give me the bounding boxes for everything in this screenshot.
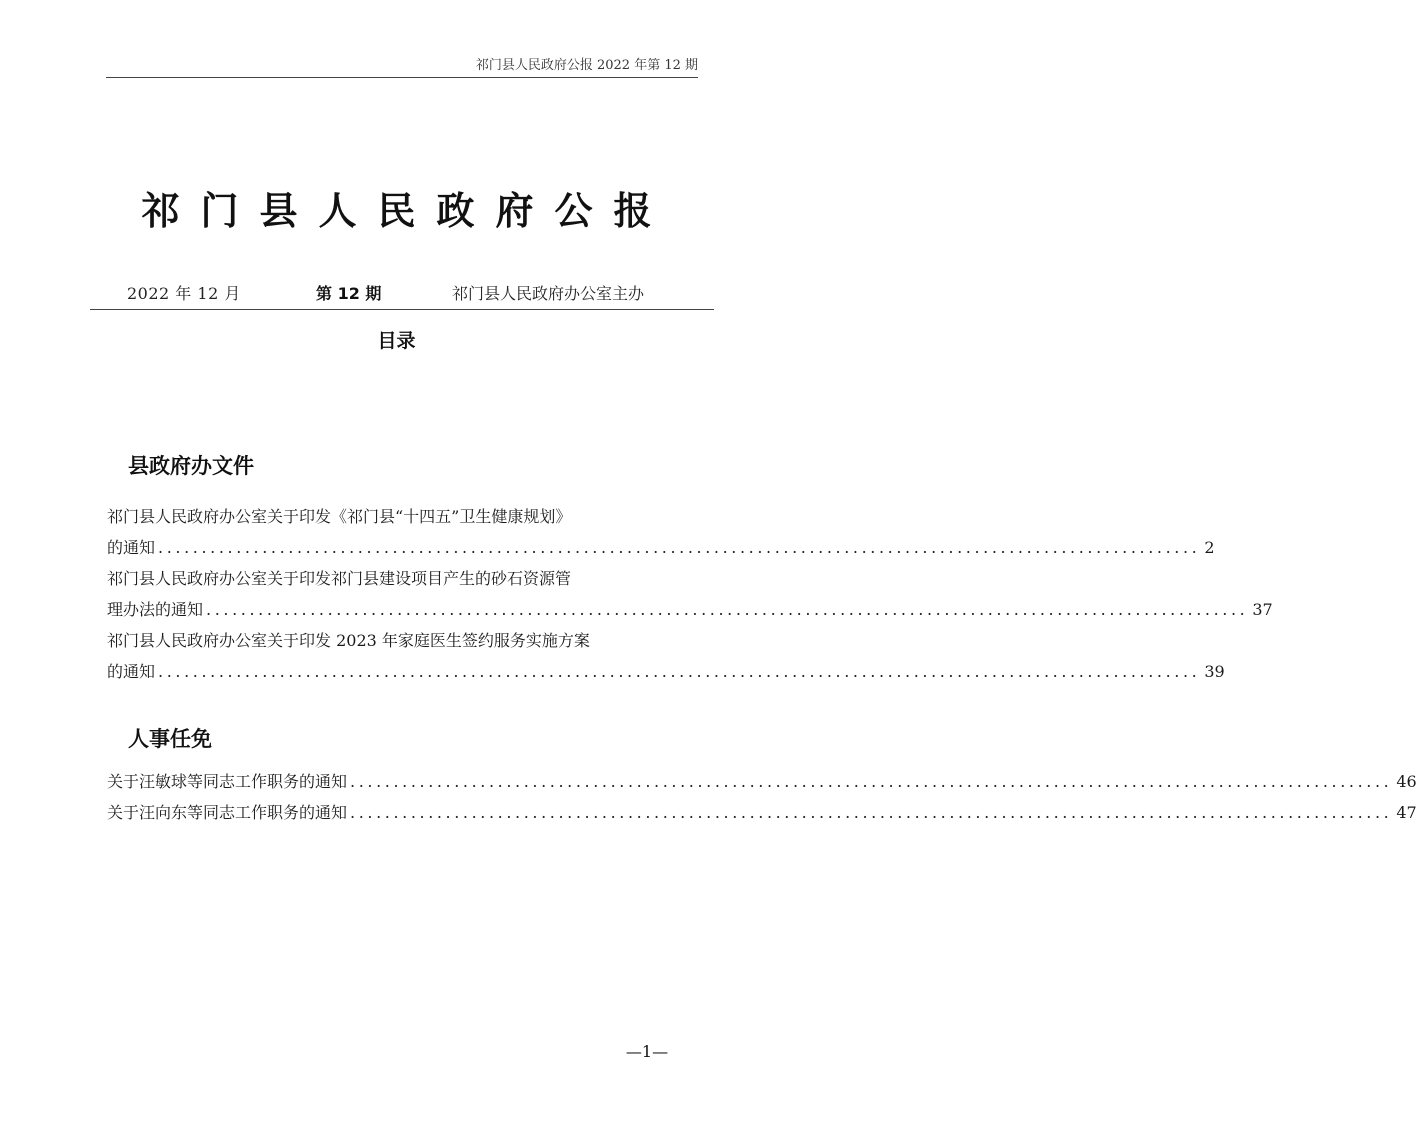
toc-page-number: 47 (1396, 803, 1417, 822)
issue-number: 第 12 期 (316, 284, 382, 303)
toc-heading: 目录 (377, 330, 416, 352)
issue-date: 2022 年 12 月 (127, 284, 241, 303)
toc-entry-title-line: 祁门县人民政府办公室关于印发祁门县建设项目产生的砂石资源管 (107, 569, 572, 588)
toc-entry-family-doctor[interactable] (107, 625, 1225, 687)
toc-entry-title-line: 关于汪敏球等同志工作职务的通知 (107, 772, 348, 791)
dot-leader: ........................................................................................................................ (158, 662, 1201, 681)
toc-entry-title-line: 祁门县人民政府办公室关于印发《祁门县“十四五”卫生健康规划》 (107, 507, 572, 526)
running-header: 祁门县人民政府公报 2022 年第 12 期 (475, 58, 698, 73)
toc-page-number: 2 (1204, 538, 1215, 557)
toc-entry-title-line: 的通知 (107, 538, 156, 557)
toc-entry-title-line: 关于汪向东等同志工作职务的通知 (107, 803, 348, 822)
section-title-county-office-documents: 县政府办文件 (128, 454, 254, 478)
dot-leader: ........................................................................................................................ (350, 772, 1393, 791)
toc-entry-title-line: 的通知 (107, 662, 156, 681)
toc-entry-gravel-resources[interactable] (107, 563, 1273, 625)
page-number: —1— (625, 1042, 669, 1061)
toc-entry-title-line: 祁门县人民政府办公室关于印发 2023 年家庭医生签约服务实施方案 (107, 631, 590, 650)
masthead-title: 祁门县人民政府公报 (141, 189, 673, 233)
dot-leader: ........................................................................................................................ (206, 600, 1249, 619)
toc-entry-wang-minqiu[interactable] (107, 766, 1417, 797)
toc-entry-title-line: 理办法的通知 (107, 600, 204, 619)
header-rule (106, 77, 698, 78)
dot-leader: ........................................................................................................................ (350, 803, 1393, 822)
dot-leader: ........................................................................................................................ (158, 538, 1201, 557)
toc-entry-health-plan[interactable] (107, 501, 1215, 563)
toc-page-number: 39 (1204, 662, 1225, 681)
section-title-personnel-appointments: 人事任免 (128, 727, 212, 751)
issue-sponsor: 祁门县人民政府办公室主办 (452, 284, 645, 303)
toc-page-number: 46 (1396, 772, 1417, 791)
issue-rule (90, 309, 714, 310)
toc-entry-wang-xiangdong[interactable] (107, 797, 1417, 828)
toc-page-number: 37 (1252, 600, 1273, 619)
